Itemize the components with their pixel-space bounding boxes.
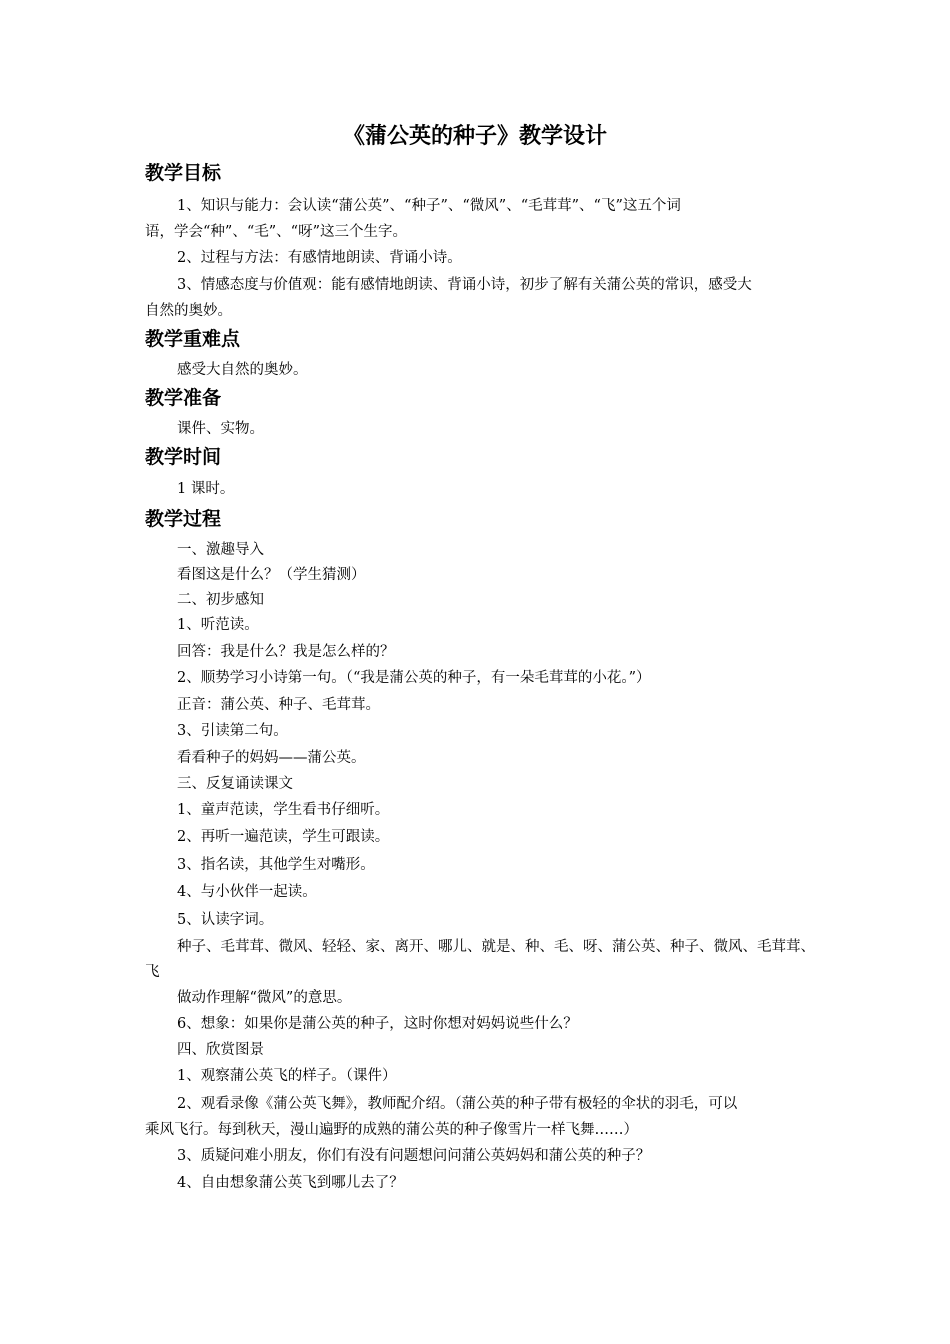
process-line: 四、欣赏图景 xyxy=(177,1042,264,1058)
process-line: 三、反复诵读课文 xyxy=(177,776,293,792)
process-line: 乘风飞行。每到秋天，漫山遍野的成熟的蒲公英的种子像雪片一样飞舞……） xyxy=(145,1122,638,1138)
process-line: 4、自由想象蒲公英飞到哪儿去了？ xyxy=(177,1175,404,1191)
process-line: 5、认读字词。 xyxy=(177,912,274,928)
time-line-1: 1 课时。 xyxy=(177,481,235,497)
process-line: 种子、毛茸茸、微风、轻轻、家、离开、哪儿、就是、种、毛、呀、蒲公英、种子、微风、毛茸茸、 xyxy=(177,939,815,955)
process-line: 二、初步感知 xyxy=(177,592,264,608)
process-line: 1、听范读。 xyxy=(177,617,259,633)
objectives-line-1: 1、知识与能力：会认读“蒲公英”、“种子”、“微风”、“毛茸茸”、“飞”这五个词 xyxy=(177,198,681,214)
key-points-line-1: 感受大自然的奥妙。 xyxy=(177,362,308,378)
process-line: 一、激趣导入 xyxy=(177,542,264,558)
heading-key-points: 教学重难点 xyxy=(145,328,241,350)
heading-objectives: 教学目标 xyxy=(145,162,222,184)
objectives-line-4: 3、情感态度与价值观：能有感情地朗读、背诵小诗，初步了解有关蒲公英的常识，感受大 xyxy=(177,277,752,293)
process-line: 飞 xyxy=(145,964,160,980)
process-line: 看图这是什么？（学生猜测） xyxy=(177,567,366,583)
process-line: 2、再听一遍范读，学生可跟读。 xyxy=(177,829,390,845)
process-line: 3、指名读，其他学生对嘴形。 xyxy=(177,857,375,873)
process-line: 1、童声范读，学生看书仔细听。 xyxy=(177,802,390,818)
process-line: 3、引读第二句。 xyxy=(177,723,288,739)
process-line: 2、观看录像《蒲公英飞舞》，教师配介绍。（蒲公英的种子带有极轻的伞状的羽毛，可以 xyxy=(177,1096,738,1112)
process-line: 6、想象：如果你是蒲公英的种子，这时你想对妈妈说些什么？ xyxy=(177,1016,578,1032)
objectives-line-5: 自然的奥妙。 xyxy=(145,303,232,319)
heading-time: 教学时间 xyxy=(145,446,222,468)
process-line: 4、与小伙伴一起读。 xyxy=(177,884,317,900)
objectives-line-3: 2、过程与方法：有感情地朗读、背诵小诗。 xyxy=(177,250,462,266)
process-line: 回答：我是什么？我是怎么样的？ xyxy=(177,644,395,660)
preparation-line-1: 课件、实物。 xyxy=(177,421,264,437)
document-title: 《蒲公英的种子》教学设计 xyxy=(342,124,607,149)
heading-preparation: 教学准备 xyxy=(145,387,222,409)
process-line: 2、顺势学习小诗第一句。（“我是蒲公英的种子，有一朵毛茸茸的小花。”） xyxy=(177,670,651,686)
process-line: 看看种子的妈妈——蒲公英。 xyxy=(177,750,366,766)
heading-process: 教学过程 xyxy=(145,508,222,530)
process-line: 3、质疑问难小朋友，你们有没有问题想问问蒲公英妈妈和蒲公英的种子？ xyxy=(177,1148,651,1164)
objectives-line-2: 语，学会“种”、“毛”、“呀”这三个生字。 xyxy=(145,224,407,240)
process-line: 1、观察蒲公英飞的样子。（课件） xyxy=(177,1068,397,1084)
process-line: 做动作理解“微风”的意思。 xyxy=(177,990,352,1006)
process-line: 正音：蒲公英、种子、毛茸茸。 xyxy=(177,697,380,713)
